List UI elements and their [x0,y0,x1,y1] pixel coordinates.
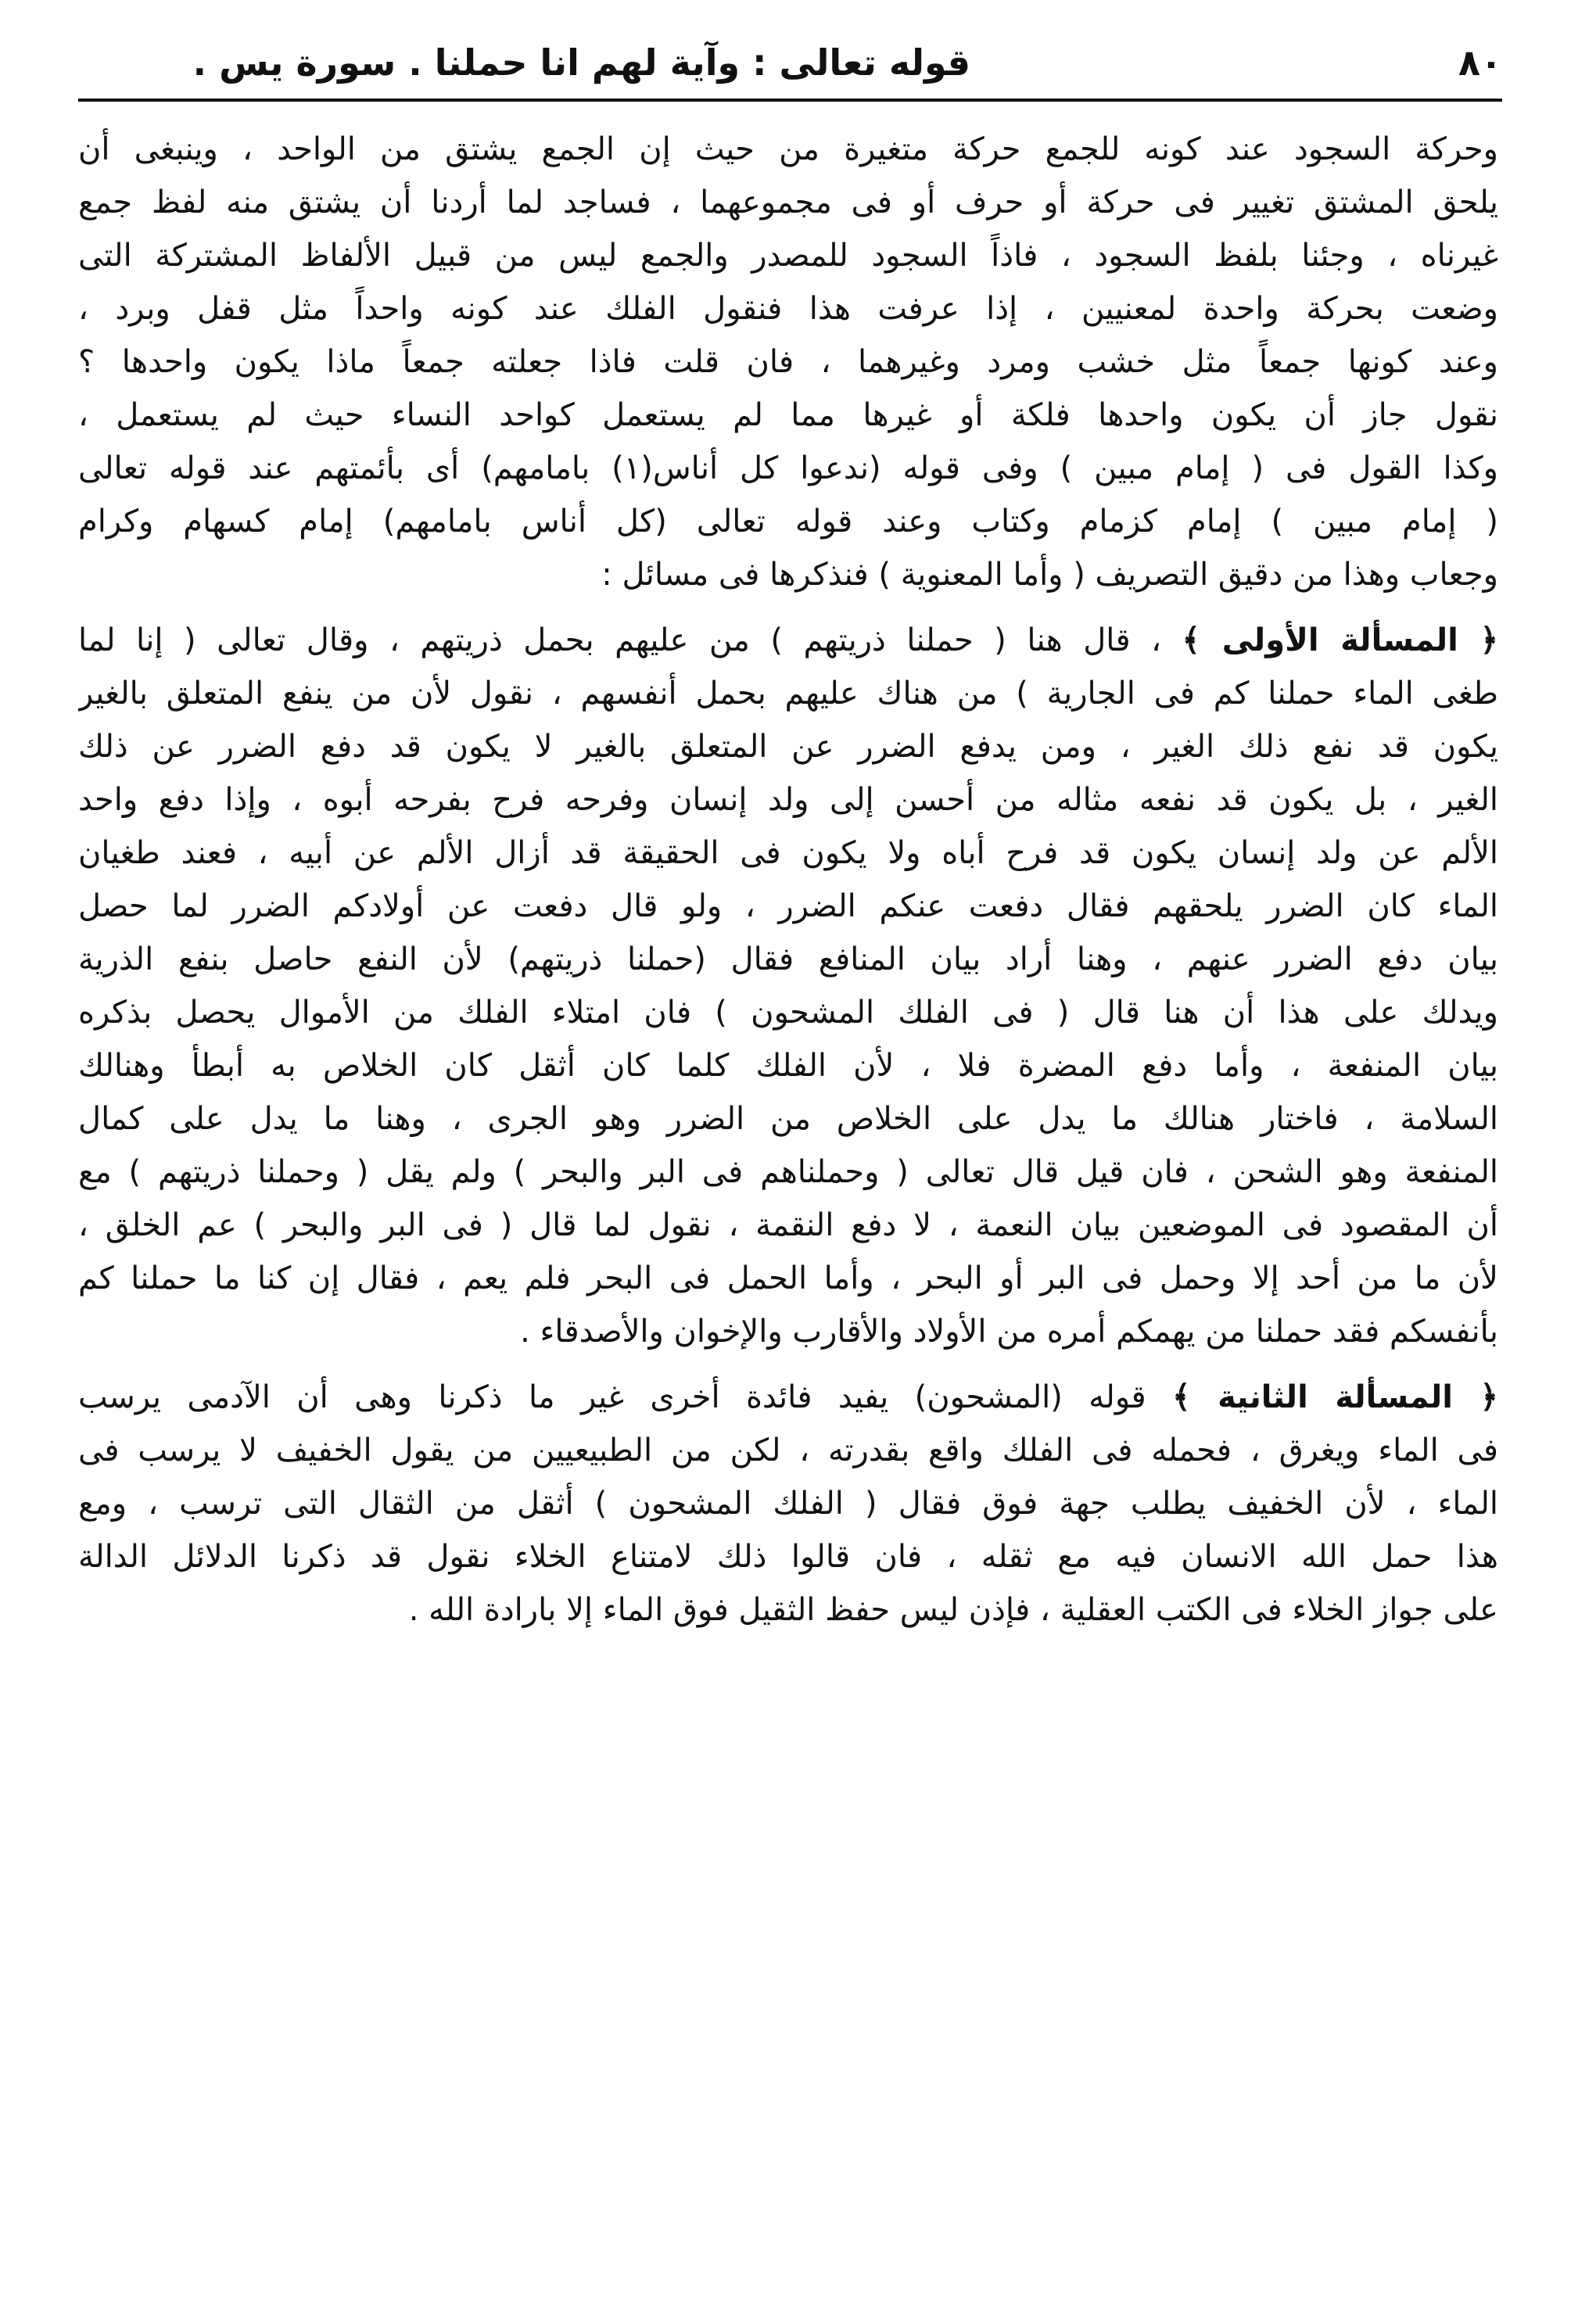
text-line: الغير ، بل يكون قد نفعه مثاله من أحسن إلى ولد إنسان وفرحه فرح بفرحه أبوه ، وإذا دفع واحد [78,782,1498,818]
text-line: الماء ، لأن الخفيف يطلب جهة فوق فقال ( الفلك المشحون ) أثقل من الثقال التى ترسب ، ومع [78,1486,1498,1522]
text-line: طغى الماء حملنا كم فى الجارية ) من هناك عليهم بحمل أنفسهم ، نقول لأن من ينفع المتعلق بالغير [78,676,1498,712]
text-line: وضعت بحركة واحدة لمعنيين ، إذا عرفت هذا فنقول الفلك عند كونه واحداً مثل قفل وبرد ، [78,291,1498,327]
text-line: فى الماء ويغرق ، فحمله فى الفلك واقع بقدرته ، لكن من الطبيعيين من يقول الخفيف لا يرسب فى [78,1433,1498,1468]
paragraph-intro [78,125,1498,604]
text-line: ( إمام مبين ) إمام كزمام وكتاب وعند قوله تعالى (كل أناس بامامهم) إمام كسهام وكرام [78,504,1498,540]
paragraph-first-question [78,616,1498,1361]
text-line: غيرناه ، وجئنا بلفظ السجود ، فاذاً السجود للمصدر والجمع ليس من قبيل الألفاظ المشتركة التى [78,238,1498,274]
paragraph-gap [78,1361,1498,1373]
header-rule [78,99,1502,102]
text-line: لأن ما من أحد إلا وحمل فى البر أو البحر ، وأما الحمل فى البحر فلم يعم ، فقال إن كنا ما حملنا كم [78,1260,1498,1296]
text-line: الماء كان الضرر يلحقهم فقال دفعت عنكم الضرر ، ولو قال دفعت عن أولادكم الضرر لما حصل [78,888,1498,924]
section-heading: ﴿ المسألة الأولى ﴾ [1182,622,1498,658]
section-heading-line: ﴿ المسألة الثانية ﴾ قوله (المشحون) يفيد فائدة أخرى غير ما ذكرنا وهى أن الآدمى يرسب [78,1379,1498,1415]
text-line: يكون قد نفع ذلك الغير ، ومن يدفع الضرر عن المتعلق بالغير لا يكون قد دفع الضرر عن ذلك [78,729,1498,765]
section-heading: ﴿ المسألة الثانية ﴾ [1172,1379,1498,1415]
paragraph-second-question [78,1373,1498,1639]
text-line: وجعاب وهذا من دقيق التصريف ( وأما المعنوية ) فنذكرها فى مسائل : [601,557,1498,593]
text-line: الألم عن ولد إنسان يكون قد فرح أباه ولا يكون فى الحقيقة قد أزال الألم عن أبيه ، فعند طغيان [78,835,1498,871]
text-line: على جواز الخلاء فى الكتب العقلية ، فإذن ليس حفظ الثقيل فوق الماء إلا بارادة الله . [408,1592,1498,1628]
text-line: بيان المنفعة ، وأما دفع المضرة فلا ، لأن الفلك كلما كان أثقل كان الخلاص به أبطأ وهنالك [78,1048,1498,1084]
text-line: بيان دفع الضرر عنهم ، وهنا أراد بيان المنافع فقال (حملنا ذريتهم) لأن النفع حاصل بنفع الذرية [78,941,1498,977]
page-number: ٨٠ [1458,41,1502,84]
paragraph-gap [78,604,1498,616]
text-line: نقول جاز أن يكون واحدها فلكة أو غيرها مما لم يستعمل كواحد النساء حيث لم يستعمل ، [78,397,1498,433]
section-heading-line: ﴿ المسألة الأولى ﴾ ، قال هنا ( حملنا ذريتهم ) من عليهم بحمل ذريتهم ، وقال تعالى ( إنا لما [78,622,1498,658]
page-header [78,31,1502,94]
text-line: بأنفسكم فقد حملنا من يهمكم أمره من الأولاد والأقارب والإخوان والأصدقاء . [520,1314,1498,1350]
text-line: السلامة ، فاختار هنالك ما يدل على الخلاص من الضرر وهو الجرى ، وهنا ما يدل على كمال [78,1101,1498,1137]
text-line: وحركة السجود عند كونه للجمع حركة متغيرة من حيث إن الجمع يشتق من الواحد ، وينبغى أن [78,131,1498,167]
text-line: وكذا القول فى ( إمام مبين ) وفى قوله (ندعوا كل أناس(١) بامامهم) أى بأئمتهم عند قوله تعالى [78,450,1498,486]
page-body [78,125,1498,1639]
text-line: وعند كونها جمعاً مثل خشب ومرد وغيرهما ، فان قلت فاذا جعلته جمعاً ماذا يكون واحدها ؟ [78,344,1498,380]
text-line: أن المقصود فى الموضعين بيان النعمة ، لا دفع النقمة ، نقول لما قال ( فى البر والبحر ) عم الخلق ، [78,1207,1498,1243]
text-line: يلحق المشتق تغيير فى حركة أو حرف أو فى مجموعهما ، فساجد لما أردنا أن يشتق منه لفظ جمع [78,185,1498,221]
running-title: قوله تعالى : وآية لهم انا حملنا . سورة يس . [192,41,970,84]
text-line: هذا حمل الله الانسان فيه مع ثقله ، فان قالوا ذلك لامتناع الخلاء نقول قد ذكرنا الدلائل الدالة [78,1539,1498,1575]
text-line: المنفعة وهو الشحن ، فان قيل قال تعالى ( وحملناهم فى البر والبحر ) ولم يقل ( وحملنا ذريتهم ) مع [78,1154,1498,1190]
text-line: ويدلك على هذا أن هنا قال ( فى الفلك المشحون ) فان امتلاء الفلك من الأموال يحصل بذكره [78,995,1498,1031]
